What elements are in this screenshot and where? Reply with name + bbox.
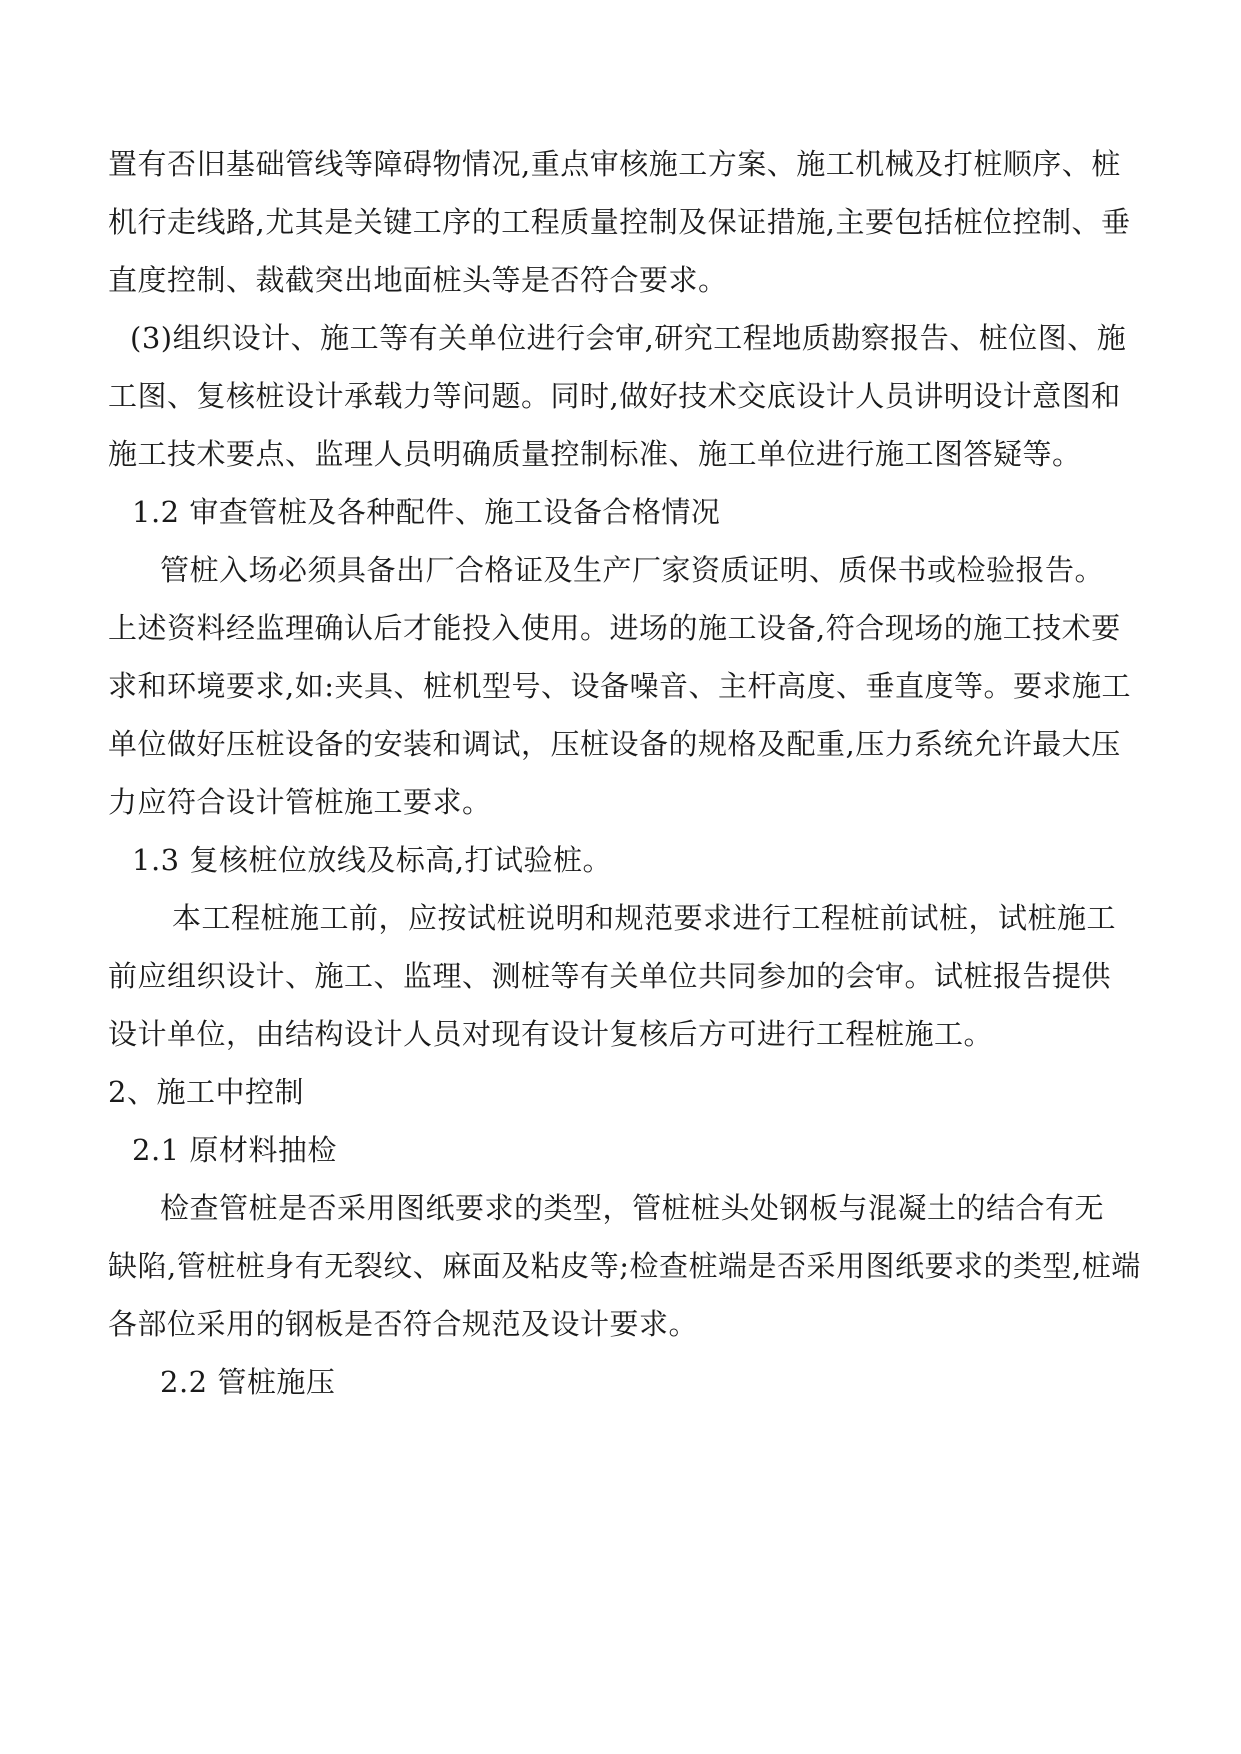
text-line-1: 置有否旧基础管线等障碍物情况,重点审核施工方案、施工机械及打桩顺序、桩	[108, 147, 1121, 181]
section-heading-1-3: 1.3 复核桩位放线及标高,打试验桩。	[132, 843, 613, 877]
text-line-8: 管桩入场必须具备出厂合格证及生产厂家资质证明、质保书或检验报告。	[160, 553, 1105, 587]
text-line-10: 求和环境要求,如:夹具、桩机型号、设备噪音、主杆高度、垂直度等。要求施工	[108, 669, 1131, 703]
text-line-5: 工图、复核桩设计承载力等问题。同时,做好技术交底设计人员讲明设计意图和	[108, 379, 1121, 413]
text-line-3: 直度控制、裁截突出地面桩头等是否符合要求。	[108, 263, 728, 297]
text-line-16: 设计单位，由结构设计人员对现有设计复核后方可进行工程桩施工。	[108, 1017, 994, 1051]
text-line-4: (3)组织设计、施工等有关单位进行会审,研究工程地质勘察报告、桩位图、施	[130, 321, 1127, 355]
section-heading-2-2: 2.2 管桩施压	[160, 1365, 336, 1399]
section-heading-2: 2、施工中控制	[108, 1075, 304, 1109]
text-line-9: 上述资料经监理确认后才能投入使用。进场的施工设备,符合现场的施工技术要	[108, 611, 1121, 645]
text-line-12: 力应符合设计管桩施工要求。	[108, 785, 492, 819]
text-line-19: 检查管桩是否采用图纸要求的类型，管桩桩头处钢板与混凝土的结合有无	[160, 1191, 1105, 1225]
text-line-11: 单位做好压桩设备的安装和调试，压桩设备的规格及配重,压力系统允许最大压	[108, 727, 1121, 761]
text-line-21: 各部位采用的钢板是否符合规范及设计要求。	[108, 1307, 699, 1341]
text-line-6: 施工技术要点、监理人员明确质量控制标准、施工单位进行施工图答疑等。	[108, 437, 1082, 471]
text-line-15: 前应组织设计、施工、监理、测桩等有关单位共同参加的会审。试桩报告提供	[108, 959, 1112, 993]
text-line-2: 机行走线路,尤其是关键工序的工程质量控制及保证措施,主要包括桩位控制、垂	[108, 205, 1131, 239]
section-heading-2-1: 2.1 原材料抽检	[132, 1133, 337, 1167]
section-heading-1-2: 1.2 审查管桩及各种配件、施工设备合格情况	[132, 495, 721, 529]
text-line-14: 本工程桩施工前，应按试桩说明和规范要求进行工程桩前试桩，试桩施工	[172, 901, 1117, 935]
text-line-20: 缺陷,管桩桩身有无裂纹、麻面及粘皮等;检查桩端是否采用图纸要求的类型,桩端	[108, 1249, 1141, 1283]
